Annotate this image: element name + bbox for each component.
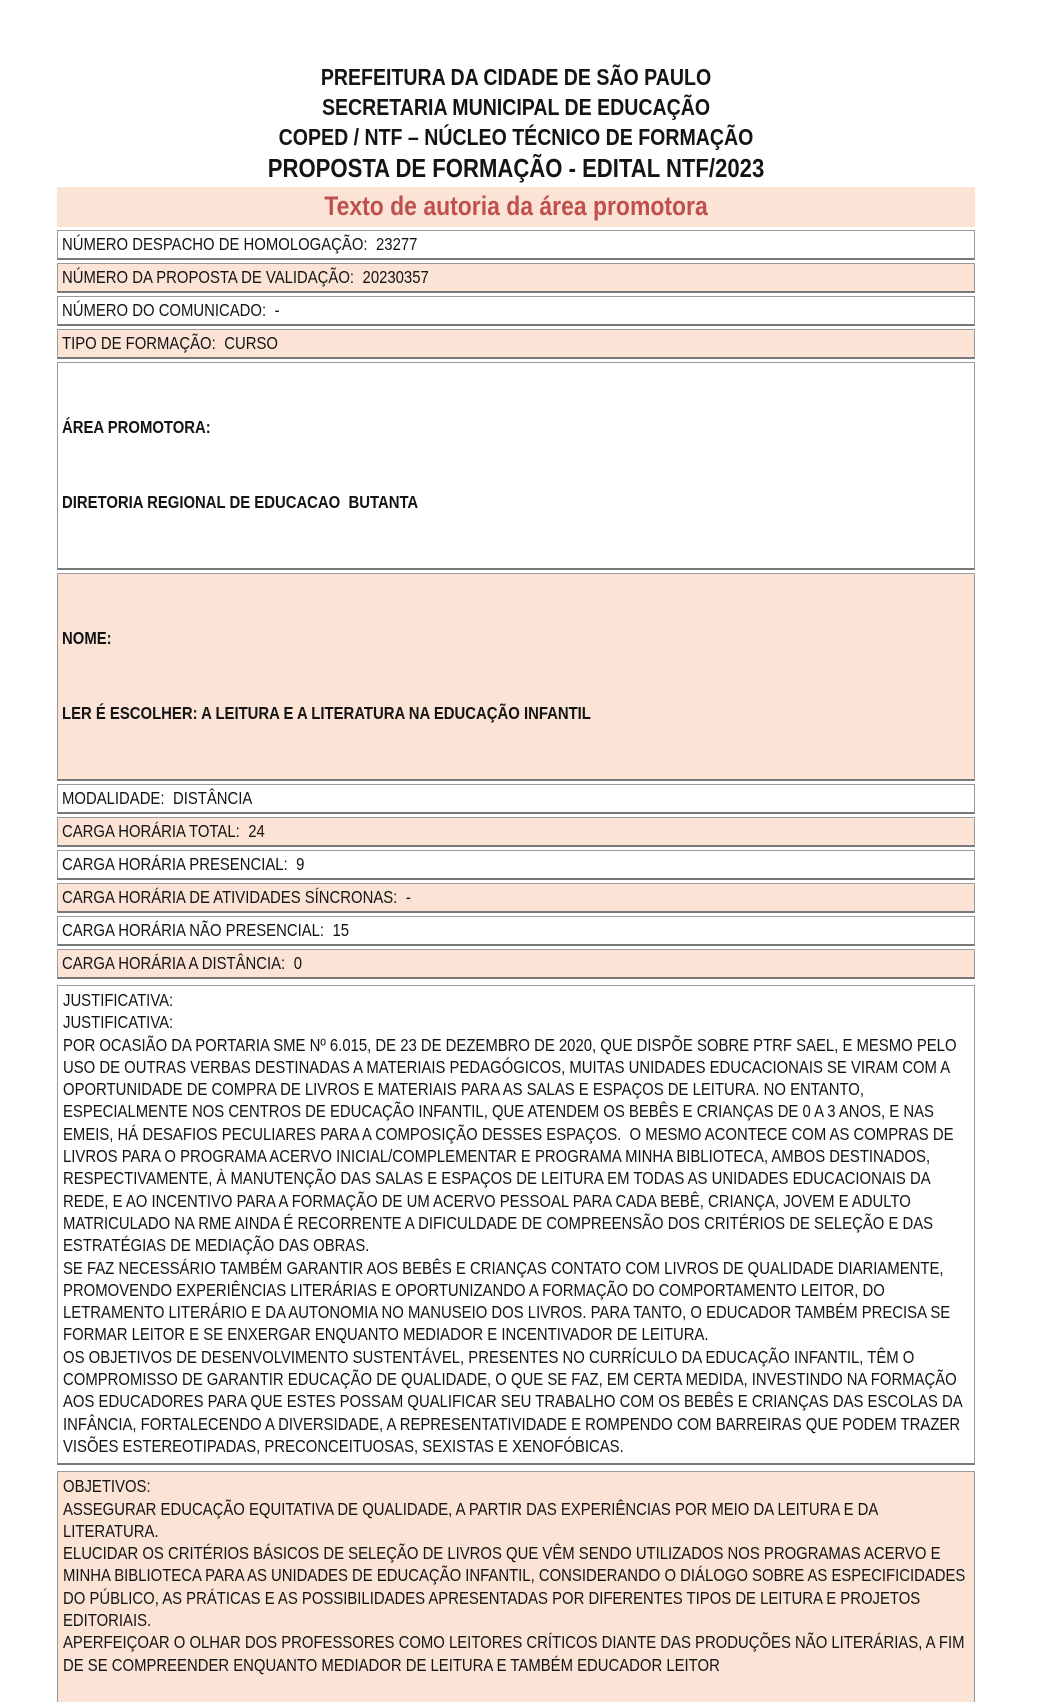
field-numero-comunicado: [57, 296, 975, 326]
justificativa-paragraph: OS OBJETIVOS DE DESENVOLVIMENTO SUSTENTÁVEL, PRESENTES NO CURRÍCULO DA EDUCAÇÃO INFANTIL, TÊM O COMPROMISSO DE GARANTIR EDUCAÇÃO DE QUALIDADE, O QUE SE FAZ, EM CERTA MEDIDA, INVESTINDO NA FORMAÇÃO AOS EDUCADORES PARA QUE ESTES POSSAM QUALIFICAR SEU TRABALHO COM OS BEBÊS E CRIANÇAS DAS ESCOLAS DA INFÂNCIA, FORTALECENDO A DIVERSIDADE, A REPRESENTATIVIDADE E ROMPENDO COM BARREIRAS QUE PODEM TRAZER VISÕES ESTEREOTIPADAS, PRECONCEITUOSAS, SEXISTAS E XENOFÓBICAS.: [63, 1346, 966, 1456]
field-label: CARGA HORÁRIA PRESENCIAL:: [62, 854, 288, 874]
field-area-promotora: [57, 362, 975, 570]
banner-text: Texto de autoria da área promotora: [324, 191, 708, 221]
section-objetivos: [57, 1471, 975, 1702]
field-label: NÚMERO DESPACHO DE HOMOLOGAÇÃO:: [62, 234, 368, 254]
justificativa-heading-repeat: JUSTIFICATIVA:: [63, 1012, 174, 1033]
field-value: CURSO: [224, 333, 278, 353]
field-label: CARGA HORÁRIA DE ATIVIDADES SÍNCRONAS:: [62, 887, 398, 907]
section-justificativa: [57, 985, 975, 1465]
field-value: LER É ESCOLHER: A LEITURA E A LITERATURA NA EDUCAÇÃO INFANTIL: [62, 703, 591, 723]
objetivos-paragraph: ASSEGURAR EDUCAÇÃO EQUITATIVA DE QUALIDADE, A PARTIR DAS EXPERIÊNCIAS POR MEIO DA LEITURA E DA LITERATURA.: [63, 1498, 882, 1541]
justificativa-paragraph: POR OCASIÃO DA PORTARIA SME Nº 6.015, DE 23 DE DEZEMBRO DE 2020, QUE DISPÕE SOBRE PTRF SAEL, E MESMO PELO USO DE OUTRAS VERBAS DESTINADAS A MATERIAIS PEDAGÓGICOS, MUITAS UNIDADES EDUCACIONAIS SE VIRAM COM A OPORTUNIDADE DE COMPRA DE LIVROS E MATERIAIS PARA AS SALAS E ESPAÇOS DE LEITURA. NO ENTANTO, ESPECIALMENTE NOS CENTROS DE EDUCAÇÃO INFANTIL, QUE ATENDEM OS BEBÊS E CRIANÇAS DE 0 A 3 ANOS, E NAS EMEIS, HÁ DESAFIOS PECULIARES PARA A COMPOSIÇÃO DESSES ESPAÇOS. O MESMO ACONTECE COM AS COMPRAS DE LIVROS PARA O PROGRAMA ACERVO INICIAL/COMPLEMENTAR E PROGRAMA MINHA BIBLIOTECA, AMBOS DESTINADOS, RESPECTIVAMENTE, À MANUTENÇÃO DAS SALAS E ESPAÇOS DE LEITURA EM TODAS AS UNIDADES EDUCACIONAIS DA REDE, E AO INCENTIVO PARA A FORMAÇÃO DE UM ACERVO PESSOAL PARA CADA BEBÊ, CRIANÇA, JOVEM E ADULTO MATRICULADO NA RME AINDA É RECORRENTE A DIFICULDADE DE COMPREENSÃO DOS CRITÉRIOS DE SELEÇÃO E DAS ESTRATÉGIAS DE MEDIAÇÃO DAS OBRAS.: [63, 1034, 961, 1256]
header-line-prefeitura: PREFEITURA DA CIDADE DE SÃO PAULO: [320, 64, 712, 90]
field-label: CARGA HORÁRIA A DISTÂNCIA:: [62, 953, 286, 973]
field-tipo-formacao: [57, 329, 975, 359]
field-value: 20230357: [362, 267, 429, 287]
field-carga-horaria-presencial: [57, 850, 975, 880]
field-label: CARGA HORÁRIA NÃO PRESENCIAL:: [62, 920, 325, 940]
field-label: NÚMERO DO COMUNICADO:: [62, 300, 267, 320]
objetivos-paragraph: APERFEIÇOAR O OLHAR DOS PROFESSORES COMO LEITORES CRÍTICOS DIANTE DAS PRODUÇÕES NÃO LITERÁRIAS, A FIM DE SE COMPREENDER ENQUANTO MEDIADOR DE LEITURA E TAMBÉM EDUCADOR LEITOR: [63, 1632, 969, 1675]
field-value: 15: [332, 920, 350, 940]
document-header: [57, 62, 975, 185]
field-label: CARGA HORÁRIA TOTAL:: [62, 821, 240, 841]
header-line-coped-ntf: COPED / NTF – NÚCLEO TÉCNICO DE FORMAÇÃO: [278, 124, 754, 150]
field-nome: [57, 573, 975, 781]
field-modalidade: [57, 784, 975, 814]
field-carga-horaria-total: [57, 817, 975, 847]
field-label: NOME:: [62, 628, 112, 648]
justificativa-heading: JUSTIFICATIVA:: [63, 990, 174, 1010]
field-value: DISTÂNCIA: [172, 788, 253, 808]
field-value: 0: [293, 953, 302, 973]
field-value: -: [274, 300, 280, 320]
field-value: DIRETORIA REGIONAL DE EDUCACAO BUTANTA: [62, 492, 419, 512]
field-proposta-validacao: [57, 263, 975, 293]
field-carga-horaria-sincronas: [57, 883, 975, 913]
field-value: 9: [296, 854, 305, 874]
field-label: ÁREA PROMOTORA:: [62, 417, 211, 437]
header-line-secretaria: SECRETARIA MUNICIPAL DE EDUCAÇÃO: [321, 94, 711, 120]
header-line-proposta-edital: PROPOSTA DE FORMAÇÃO - EDITAL NTF/2023: [267, 153, 765, 183]
field-carga-horaria-distancia: [57, 949, 975, 979]
promoter-text-banner: [57, 187, 975, 227]
objetivos-heading: OBJETIVOS:: [63, 1476, 151, 1497]
field-label: NÚMERO DA PROPOSTA DE VALIDAÇÃO:: [62, 267, 355, 287]
field-carga-horaria-nao-presencial: [57, 916, 975, 946]
field-despacho-homologacao: [57, 230, 975, 260]
field-value: 24: [248, 821, 265, 841]
field-value: 23277: [376, 234, 418, 254]
field-label: MODALIDADE:: [62, 788, 165, 808]
justificativa-paragraph: SE FAZ NECESSÁRIO TAMBÉM GARANTIR AOS BEBÊS E CRIANÇAS CONTATO COM LIVROS DE QUALIDADE DIARIAMENTE, PROMOVENDO EXPERIÊNCIAS LITERÁRIAS E OPORTUNIZANDO A FORMAÇÃO DO COMPORTAMENTO LEITOR, DO LETRAMENTO LITERÁRIO E DA AUTONOMIA NO MANUSEIO DOS LIVROS. PARA TANTO, O EDUCADOR TAMBÉM PRECISA SE FORMAR LEITOR E SE ENXERGAR ENQUANTO MEDIADOR E INCENTIVADOR DE LEITURA.: [63, 1257, 955, 1345]
field-value: -: [405, 887, 411, 907]
objetivos-paragraph: ELUCIDAR OS CRITÉRIOS BÁSICOS DE SELEÇÃO DE LIVROS QUE VÊM SENDO UTILIZADOS NOS PROGRAMAS ACERVO E MINHA BIBLIOTECA PARA AS UNIDADES DE EDUCAÇÃO INFANTIL, CONSIDERANDO O DIÁLOGO SOBRE AS ESPECIFICIDADES DO PÚBLICO, AS PRÁTICAS E AS POSSIBILIDADES APRESENTADAS POR DIFERENTES TIPOS DE LEITURA E PROJETOS EDITORIAIS.: [63, 1543, 970, 1631]
field-label: TIPO DE FORMAÇÃO:: [62, 333, 216, 353]
